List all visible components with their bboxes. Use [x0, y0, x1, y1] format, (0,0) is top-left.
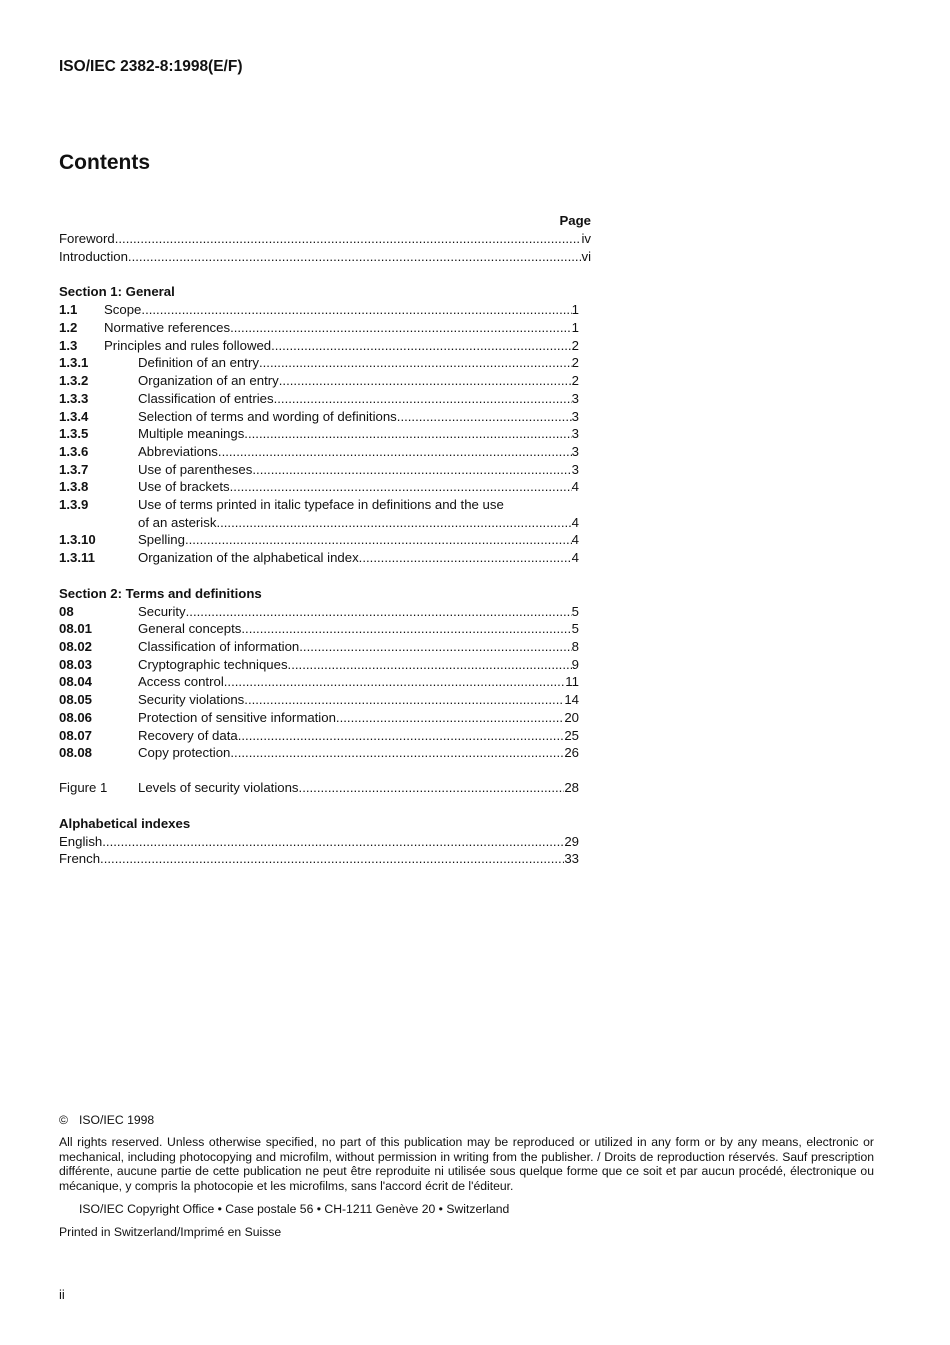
- toc-entry-title: Spelling: [138, 532, 185, 548]
- toc-entry-number: 08.05: [59, 692, 93, 708]
- toc-entry-title: English: [59, 833, 103, 849]
- toc-entry-page: 5: [571, 603, 579, 619]
- toc-entry-number: 08.07: [59, 727, 93, 743]
- toc-entry-page: 3: [571, 426, 579, 442]
- toc-entry[interactable]: [59, 337, 579, 355]
- toc-entry-page: 3: [571, 461, 579, 477]
- table-of-contents: [59, 212, 592, 868]
- toc-entry[interactable]: [59, 727, 579, 745]
- toc-entry-number: 1.3.2: [59, 373, 89, 389]
- toc-entry-number: 1.3.5: [59, 426, 89, 442]
- toc-entry[interactable]: [59, 354, 579, 372]
- toc-entry-page: 11: [565, 674, 579, 690]
- toc-entry-number: 1.3.4: [59, 408, 89, 424]
- toc-entry-title: Levels of security violations: [138, 779, 299, 795]
- printed-in-notice: Printed in Switzerland/Imprimé en Suisse: [59, 1225, 282, 1240]
- toc-entry-title: Classification of entries: [138, 390, 274, 406]
- toc-entry[interactable]: [59, 549, 579, 567]
- toc-entry-number: 1.3.3: [59, 390, 89, 406]
- figure-number: Figure 1: [59, 779, 108, 795]
- toc-entry-page: 8: [571, 639, 579, 655]
- toc-entry-page: 3: [571, 408, 579, 424]
- toc-entry-page: 4: [571, 479, 579, 495]
- toc-entry-continuation[interactable]: [59, 514, 579, 532]
- toc-entry-page: 2: [571, 355, 579, 371]
- toc-entry-title: Multiple meanings: [138, 426, 245, 442]
- toc-entry[interactable]: [59, 390, 579, 408]
- toc-entry-page: 4: [571, 550, 579, 565]
- toc-entry[interactable]: [59, 478, 579, 496]
- copyright-line: [59, 1113, 874, 1127]
- toc-entry-page: 4: [571, 514, 579, 530]
- toc-entry-page: iv: [581, 231, 591, 246]
- toc-entry-page: 4: [571, 532, 579, 548]
- toc-entry-title: Copy protection: [138, 745, 231, 761]
- toc-entry-title: Security: [138, 603, 186, 619]
- toc-entry[interactable]: [59, 603, 579, 621]
- toc-entry-page: 28: [564, 779, 579, 795]
- toc-entry-index[interactable]: [59, 850, 579, 868]
- toc-entry[interactable]: [59, 531, 579, 549]
- toc-entry[interactable]: [59, 620, 579, 638]
- toc-entry[interactable]: [59, 443, 579, 461]
- toc-entry-page: 2: [571, 337, 579, 353]
- toc-entry-introduction[interactable]: [59, 248, 591, 266]
- toc-entry[interactable]: [59, 673, 579, 691]
- toc-entry-title: Use of parentheses: [138, 461, 253, 477]
- toc-entry-index[interactable]: [59, 833, 579, 851]
- page-number: ii: [59, 1287, 65, 1302]
- toc-entry-title: Organization of the alphabetical index: [138, 550, 359, 565]
- toc-entry-title: French: [59, 851, 101, 867]
- toc-entry-number: 08.02: [59, 639, 93, 655]
- toc-entry[interactable]: [59, 301, 579, 319]
- toc-entry-number: 1.3: [59, 337, 78, 353]
- copyright-icon: ©: [59, 1113, 68, 1127]
- toc-entry-title: Cryptographic techniques: [138, 656, 288, 672]
- toc-entry-title: Selection of terms and wording of definitions: [138, 408, 397, 424]
- toc-entry[interactable]: [59, 691, 579, 709]
- toc-entry-title: Use of brackets: [138, 479, 230, 495]
- toc-entry[interactable]: [59, 408, 579, 426]
- toc-entry-page: 5: [571, 621, 579, 637]
- toc-entry-title: Principles and rules followed: [104, 337, 272, 353]
- toc-entry-number: 08.01: [59, 621, 93, 637]
- toc-entry-page: 26: [564, 745, 579, 761]
- toc-entry-number: 08.08: [59, 745, 93, 761]
- toc-entry-title: Protection of sensitive information: [138, 709, 336, 725]
- toc-entry-page: 3: [571, 390, 579, 406]
- toc-entry-title: Classification of information: [138, 639, 300, 655]
- toc-entry-page: 25: [564, 727, 579, 743]
- toc-entry-number: 1.3.8: [59, 479, 89, 495]
- toc-entry-title: Foreword: [59, 231, 115, 246]
- toc-entry-title: Definition of an entry: [138, 355, 259, 371]
- toc-entry-title: General concepts: [138, 621, 242, 637]
- toc-entry-number: 08: [59, 603, 74, 619]
- toc-entry-title: Scope: [104, 302, 142, 318]
- toc-entry-number: 1.3.10: [59, 532, 96, 548]
- toc-entry-number: 08.03: [59, 656, 93, 672]
- toc-entry-number: 08.04: [59, 674, 93, 690]
- toc-entry[interactable]: [59, 744, 579, 762]
- toc-entry-page: 20: [564, 709, 579, 725]
- toc-entry-number: 1.3.7: [59, 461, 89, 477]
- toc-entry-number: 1.3.9: [59, 496, 89, 512]
- toc-entry-page: vi: [581, 248, 591, 264]
- document-id: ISO/IEC 2382-8:1998(E/F): [59, 58, 243, 75]
- toc-entry-title-continued: of an asterisk: [138, 514, 217, 530]
- copyright-footer: [59, 1113, 874, 1240]
- toc-entry-page: 1: [571, 320, 579, 336]
- toc-entry-page: 14: [564, 692, 579, 708]
- toc-entry[interactable]: [59, 372, 579, 390]
- page-column-label: Page: [559, 213, 591, 228]
- section-heading: Alphabetical indexes: [59, 815, 191, 831]
- toc-entry[interactable]: [59, 709, 579, 727]
- toc-entry-title: Use of terms printed in italic typeface in definitions and the use: [138, 496, 504, 512]
- toc-entry-title: Recovery of data: [138, 727, 238, 743]
- copyright-text: ISO/IEC 1998: [79, 1113, 155, 1127]
- toc-entry-page: 33: [564, 851, 579, 867]
- rights-statement: All rights reserved. Unless otherwise specified, no part of this publication may be reproduced or utilized in any form or by any means, electronic or mechanical, including photocopying and microfilm, without permission in writing from the publisher. / Droits de reproduction réservés. Sauf prescription différente, aucune partie de cette publication ne peut être reproduite ni utilisée sous quelque forme que ce soit et par aucun procédé, électronique ou mécanique, y compris la photocopie et les microfilms, sans l'accord écrit de l'éditeur.: [59, 1135, 874, 1193]
- copyright-office-address: ISO/IEC Copyright Office • Case postale 56 • CH-1211 Genève 20 • Switzerland: [79, 1202, 510, 1217]
- toc-entry-number: 1.1: [59, 302, 78, 318]
- toc-entry-page: 9: [571, 656, 579, 672]
- toc-entry-number: 1.3.1: [59, 355, 89, 371]
- toc-entry[interactable]: [59, 425, 579, 443]
- toc-entry[interactable]: [59, 656, 579, 674]
- toc-entry[interactable]: [59, 461, 579, 479]
- section-heading: Section 2: Terms and definitions: [59, 585, 262, 601]
- toc-entry-number: 1.3.11: [59, 550, 95, 565]
- toc-entry-page: 1: [571, 302, 579, 318]
- toc-entry-number: 08.06: [59, 709, 93, 725]
- toc-entry-figure[interactable]: [59, 779, 579, 797]
- toc-entry-page: 3: [571, 443, 579, 459]
- toc-entry-title: Normative references: [104, 320, 231, 336]
- toc-entry-number: 1.3.6: [59, 443, 89, 459]
- toc-entry-number: 1.2: [59, 320, 78, 336]
- toc-entry-title: Abbreviations: [138, 443, 218, 459]
- toc-entry-title: Organization of an entry: [138, 373, 279, 389]
- toc-entry[interactable]: [59, 496, 592, 514]
- toc-entry-page: 29: [564, 833, 579, 849]
- toc-entry-page: 2: [571, 373, 579, 389]
- section-heading: Section 1: General: [59, 284, 175, 300]
- page-title: Contents: [59, 151, 150, 174]
- toc-entry[interactable]: [59, 638, 579, 656]
- toc-entry-foreword[interactable]: [59, 230, 591, 248]
- toc-entry-title: Security violations: [138, 692, 245, 708]
- toc-entry-title: Access control: [138, 674, 224, 690]
- toc-entry[interactable]: [59, 319, 579, 337]
- toc-entry-title: Introduction: [59, 248, 128, 264]
